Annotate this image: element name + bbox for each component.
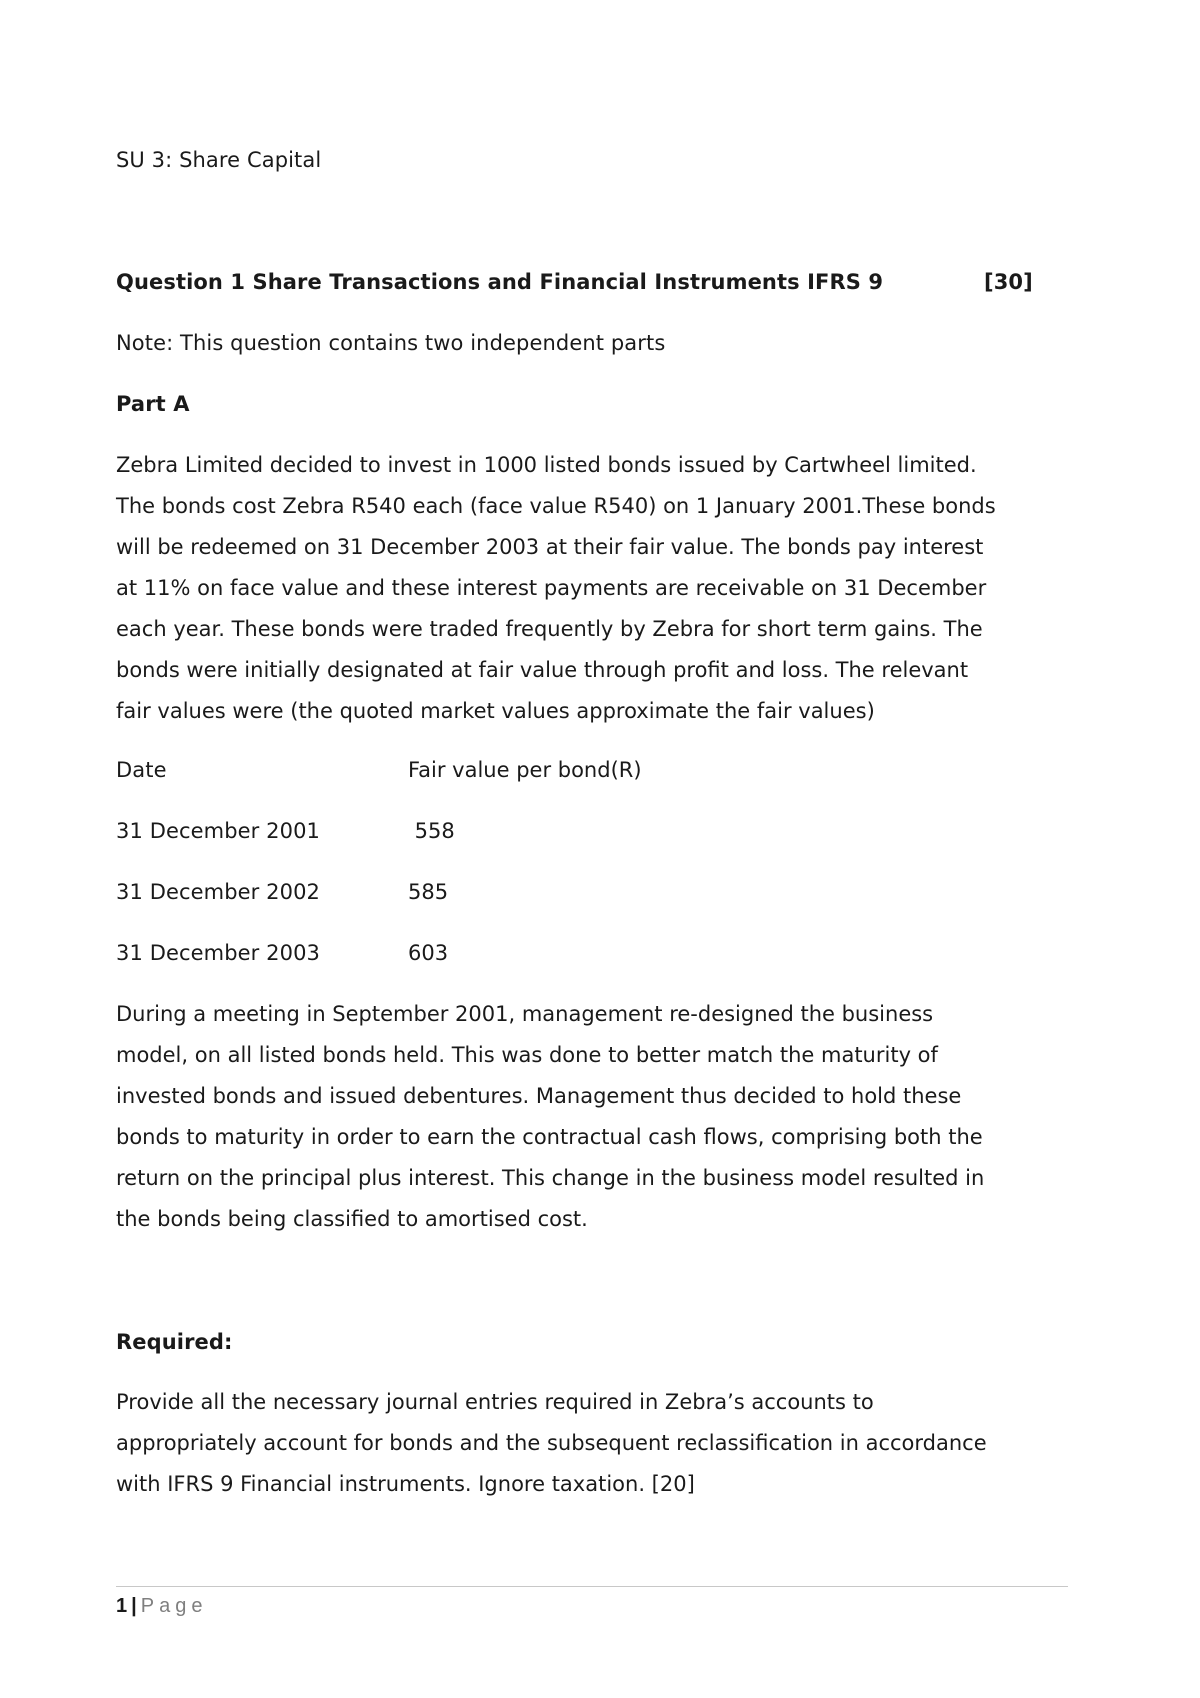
paragraph-line: The bonds cost Zebra R540 each (face value R540) on 1 January 2001.These bonds	[116, 494, 996, 518]
question-marks: [30]	[984, 270, 1033, 294]
table-cell-value: 585	[408, 880, 449, 904]
section-heading: SU 3: Share Capital	[116, 148, 322, 172]
paragraph-line: fair values were (the quoted market values approximate the fair values)	[116, 699, 875, 723]
table-header-fair-value: Fair value per bond(R)	[408, 758, 642, 782]
paragraph-line: bonds were initially designated at fair value through profit and loss. The relevant	[116, 658, 969, 682]
table-header-date: Date	[116, 758, 167, 782]
part-label: Part A	[116, 392, 190, 416]
table-cell-date: 31 December 2002	[116, 880, 321, 904]
footer-separator: |	[131, 1595, 137, 1617]
page-number: 1	[116, 1595, 128, 1617]
paragraph-line: return on the principal plus interest. This change in the business model resulted in	[116, 1166, 985, 1190]
page-label: Page	[140, 1595, 208, 1617]
required-label: Required:	[116, 1330, 233, 1354]
question-title: Question 1 Share Transactions and Financial Instruments IFRS 9	[116, 270, 884, 294]
table-cell-date: 31 December 2003	[116, 941, 321, 965]
paragraph-line: During a meeting in September 2001, management re-designed the business	[116, 1002, 934, 1026]
paragraph-line: with IFRS 9 Financial instruments. Ignore taxation. [20]	[116, 1472, 695, 1496]
table-cell-date: 31 December 2001	[116, 819, 321, 843]
paragraph-line: Zebra Limited decided to invest in 1000 listed bonds issued by Cartwheel limited.	[116, 453, 977, 477]
note-text: Note: This question contains two independent parts	[116, 331, 666, 355]
meeting-paragraph	[116, 994, 1076, 1240]
table-cell-value: 558	[408, 819, 455, 843]
paragraph-line: appropriately account for bonds and the subsequent reclassification in accordance	[116, 1431, 987, 1455]
required-paragraph	[116, 1382, 1076, 1505]
paragraph-line: the bonds being classified to amortised cost.	[116, 1207, 588, 1231]
page-footer	[116, 1594, 207, 1618]
paragraph-line: bonds to maturity in order to earn the contractual cash flows, comprising both the	[116, 1125, 983, 1149]
paragraph-line: invested bonds and issued debentures. Management thus decided to hold these	[116, 1084, 962, 1108]
paragraph-line: Provide all the necessary journal entries required in Zebra’s accounts to	[116, 1390, 874, 1414]
paragraph-line: model, on all listed bonds held. This was done to better match the maturity of	[116, 1043, 938, 1067]
paragraph-line: will be redeemed on 31 December 2003 at their fair value. The bonds pay interest	[116, 535, 984, 559]
intro-paragraph	[116, 445, 1076, 732]
paragraph-line: at 11% on face value and these interest payments are receivable on 31 December	[116, 576, 987, 600]
table-cell-value: 603	[408, 941, 449, 965]
footer-divider	[116, 1586, 1068, 1587]
paragraph-line: each year. These bonds were traded frequently by Zebra for short term gains. The	[116, 617, 983, 641]
